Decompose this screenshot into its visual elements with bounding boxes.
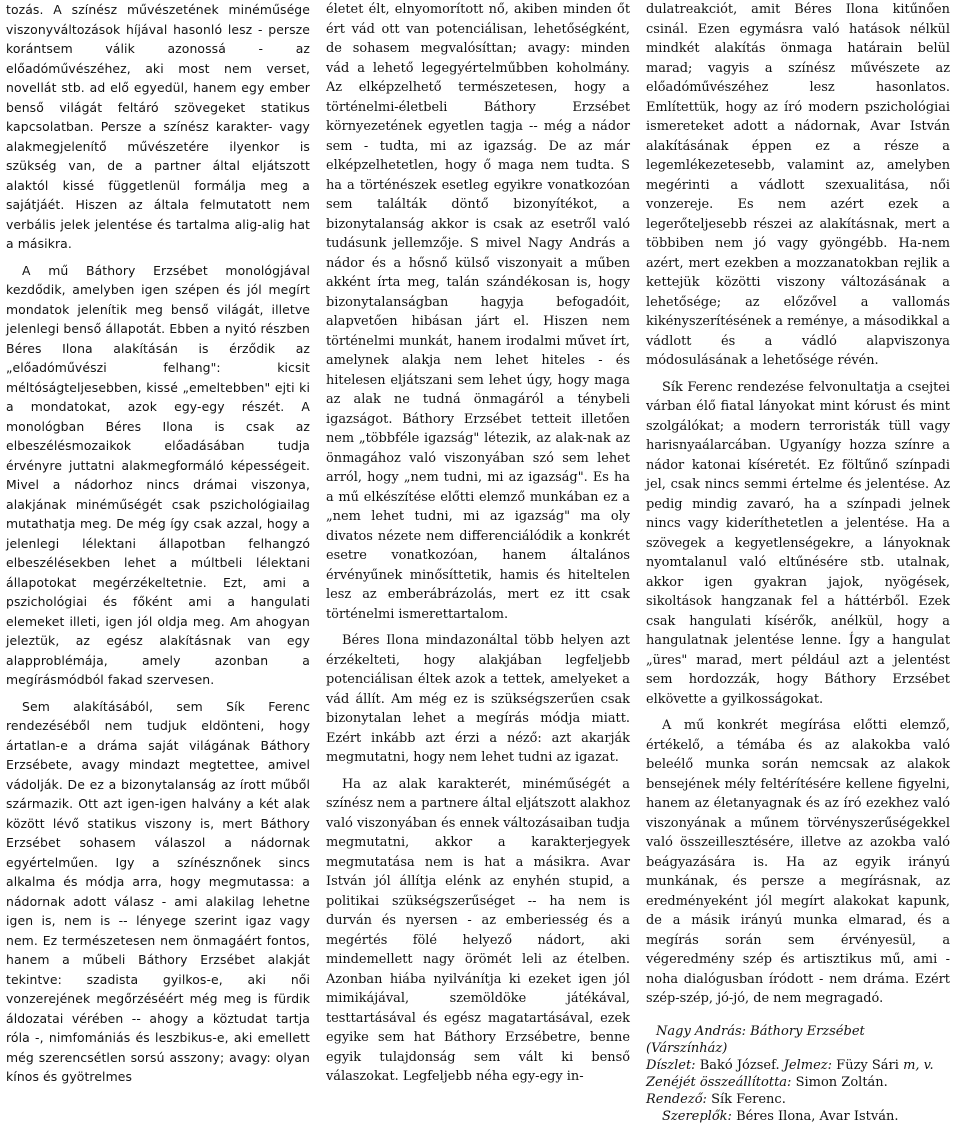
credits-label: Jelmez: <box>783 1057 833 1073</box>
credits-line <box>646 1057 950 1091</box>
credits-line <box>646 1091 950 1108</box>
credits-label: Rendező: <box>646 1091 707 1107</box>
paragraph: Sem alakításából, sem Sík Ferenc rendezéséből nem tudjuk eldönteni, hogy ártatlan-e a dráma saját világának Báthory Erzsébete, avagy mindazt megtettee, amivel vádolják. De ez a bizonytalanság az írott műből származik. Ott azt igen-igen halvány a két alak között lévő statikus viszony is, mert Báthory Erzsébet sohasem válaszol a nádornak egyértelműen. Igy a színésznőnek sincs alkalma és módja arra, hogy megmutassa: a nádornak adott válasz - ami alakilag lehetne igen is, nem is -- lényege szerint igaz vagy nem. Ez természetesen nem önmagáért fontos, hanem a műbeli Báthory Erzsébet alakját tekintve: szadista gyilkos-e, aki női vonzerejének megőrzéséért még meg is fürdik áldozatai vérében -- ahogy a köztudat tartja róla -, nimfomániás és leszbikus-e, aki emellett még szerencsétlen sorsú asszony; avagy: olyan kínos és gyötrelmes <box>6 698 310 1084</box>
paragraph: életet élt, elnyomorított nő, akiben minden őt ért vád ott van potenciálisan, lehetőségként, de sohasem megvalósíttan; avagy: minden vád a lehető legegyértelműbben koholmány. Az elképzelhető természetesen, hogy a történelmi-életbeli Báthory Erzsébet környezetének egyetlen tagja -- még a nádor sem - tudta, mi az igazság. De az már elképzelhetetlen, hogy ő maga nem tudta. S ha a történészek esetleg egyikre vonatkozóan sem találták döntő bizonyítékot, a bizonytalanság akkor is csak az esetről való tudásunk jellemzője. S mivel Nagy András a nádor és a hősnő külső viszonyait a műben akként írta meg, talán szándékosan is, hogy bizonytalanságban hagyja befogadóit, alapvetően hibásan járt el. Hiszen nem történelmi munkát, hanem irodalmi művet írt, amelynek alakja nem lehet hiteles - és hitelesen eljátszani sem lehet úgy, hogy maga az alak ne tudná önmagáról a ténybeli igazságot. Báthory Erzsébet tetteit illetően nem „többféle igazság" létezik, az alak-nak az önmagához való viszonyában szó sem lehet arról, hogy „nem tudni, mi az igazság". Es ha a mű elkészítése előtti elemző munkában ez a „nem lehet tudni, mi az igazság" ma oly divatos nézete nem differenciálódik a konkrét esetre vonatkozóan, hanem általános érvényűnek minősíttetik, hamis és hiteltelen lesz az emberábrázolás, mert ez itt csak történelmi ismerettartalom. <box>326 2 630 622</box>
credits-value: Füzy Sári <box>836 1057 899 1073</box>
credits-title: Nagy András: Báthory Erzsébet (Várszínház) <box>646 1023 865 1056</box>
paragraph: A mű Báthory Erzsébet monológjával kezdődik, amelyben igen szépen és jól megírt mondatok jelenítik meg benső világát, illetve jelenlegi benső állapotát. Ebben a nyitó részben Béres Ilona alakításán is érződik az „előadóművészi felhang": kicsit méltóságteljesebben, kissé „emeltebben" ejti ki a mondatokat, azok egy-egy részét. A monológban Béres Ilona is csak az elbeszélésmozaikok előadásában tudja érvényre juttatni alakmegformáló képességeit. Mivel a nádorhoz nincs drámai viszonya, alakjának minéműségét csak pszichológiailag mutathatja meg. De még így csak azzal, hogy a jelenlegi lélektani állapotban felhangzó elbeszélésekben lehet a múltbeli lélektani állapotokat megérzékeltetnie. Ezt, ami a pszichológiai és főként ami a hangulati elemeket illeti, igen jól oldja meg. Am ahogyan jeleztük, az egész alakításnak van egy alapproblémája, amely azonban a megírásmódból fakad szervesen. <box>6 262 310 687</box>
column-1 <box>6 0 310 1087</box>
credits-value: Sík Ferenc. <box>711 1091 786 1107</box>
paragraph: A mű konkrét megírása előtti elemző, értékelő, a témába és az alakokba való beleélő munka során nemcsak az alakok bensejének mély feltérítésére kellene figyelni, hanem az életanyagnak és az író ezekhez való viszonyának a műnem törvényszerűségekkel való összeillesztésére, illetve az azokba való beágyazására is. Ha az egyik irányú munkának, és persze a megírásnak, az eredményeként jól megírt alakokat kapunk, de a másik irányú munka elmarad, és a megírás során sem érvényesül, a végeredmény szép és artisztikus mű, ami - noha dialógusban íródott - nem dráma. Ezért szép-szép, jó-jó, de nem megragadó. <box>646 718 950 1006</box>
credits-label: Szereplők: <box>662 1108 732 1124</box>
column-2 <box>326 0 630 1087</box>
credits-line <box>646 1108 950 1125</box>
credits-value: Bakó József. <box>699 1057 780 1073</box>
production-credits <box>646 1023 950 1125</box>
credits-value: Simon Zoltán. <box>795 1074 888 1090</box>
paragraph: Béres Ilona mindazonáltal több helyen azt érzékelteti, hogy alakjában legfeljebb potenciálisan éltek azok a tettek, amelyeket a vád állít. Am még ez is szükségszerűen csak bizonytalan lehet a megírás módja miatt. Ezért inkább azt érzi a néző: azt akarják megmutatni, hogy nem lehet tudni az igazat. <box>326 633 630 765</box>
credits-label: Díszlet: <box>646 1057 696 1073</box>
paragraph: dulatreakciót, amit Béres Ilona kitűnően csinál. Ezen egymásra való hatások nélkül mindkét alakítás önmaga határain belül marad; vagyis a színész művészete az előadóművészéhez lesz hasonlatos. Említettük, hogy az író modern pszichológiai ismereteket adott a nádornak, Avar István alakításának éppen ez a része a legemlékezetesebb, valamint az, amelyben megérinti a vádlott szexualitása, női vonzereje. Es nem azért ezek a legerőteljesebb részei az alakításnak, mert a többiben nem jó vagy gyöngébb. Ha-nem azért, mert ezekben a mozzanatokban rejlik a kettejük közötti viszony változásának a lehetősége; az előzővel a vallomás kikényszerítésének a reménye, a másodikkal a vádlott és a vádló alapviszonya módosulásának a lehetősége révén. <box>646 2 950 368</box>
paragraph: Sík Ferenc rendezése felvonultatja a csejtei várban élő fiatal lányokat mint kórust és mint szolgálókat; a modern terroristák tüll vagy harisnyaálarcában. Ugyanígy hozza színre a nádor katonai kíséretét. Ez föltűnő színpadi jel, csak nincs semmi értelme és jelentése. Az pedig mindig zavaró, ha a színpadi jelnek nincs vagy kideríthetetlen a jelentése. Ha a szövegek a kegyetlenségekre, a lányoknak nyomtalanul való eltűnésére stb. utalnak, akkor igen gyakran jajok, nyögések, sikoltások hangzanak fel a háttérből. Ezek csak hangulati kísérők, anélkül, hogy a hangulatnak jelentése lenne. Így a hangulat „üres" marad, mert például azt a jelentést sem hordozzák, hogy Báthory Erzsébet elkövette a gyilkosságokat. <box>646 379 950 707</box>
credits-label: m, v. Zenéjét összeállította: <box>646 1057 934 1090</box>
credits-value: Béres Ilona, Avar István. <box>736 1108 899 1124</box>
column-3 <box>646 0 950 1125</box>
paragraph: Ha az alak karakterét, minéműségét a színész nem a partnere által eljátszott alakhoz való viszonyában és ennek változásaiban tudja megmutatni, akkor a karakterjegyek megmutatása nem is hat a másikra. Avar István jól állítja elénk az enyhén stupid, a politikai szükségszerűséget -- ha nem is durván és nyersen - az emberiesség és a megértés fölé helyező nádort, aki mindemellett nagy örömét leli az ételben. Azonban hiába nyilvánítja ki ezeket igen jól mimikájával, szemöldöke játékával, testtartásával és egész magatartásával, ezek egyike sem hat Báthory Erzsébetre, benne egyik tulajdonság sem vált ki benső válaszokat. Legfeljebb néha egy-egy in- <box>326 776 630 1084</box>
article-columns <box>6 0 950 1125</box>
paragraph: tozás. A színész művészetének minéműsége viszonyváltozások híjával hasonló lesz - persze korántsem válik azonossá - az előadóművészéhez, aki most nem verset, novellát stb. ad elő egyedül, hanem egy ember benső világát feltáró szövegeket statikus kapcsolatban. Persze a színész karakter- vagy alakmegjelenítő művészetére ilyenkor is szükség van, de a partner által eljátszott alaktól kissé függetlenül formálja meg a sajátjáét. Hiszen az általa felmutatott nem verbális jelek jelentése és tartalma alig-alig hat a másikra. <box>6 2 310 251</box>
